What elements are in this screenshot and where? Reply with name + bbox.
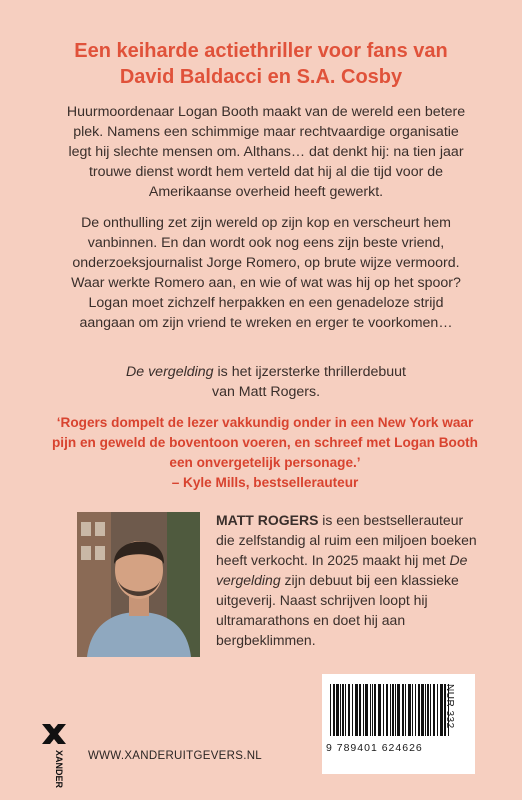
barcode-bar	[333, 684, 335, 736]
blurb-paragraph-3-text: is het ijzersterke thrillerdebuut	[213, 364, 406, 380]
barcode-bar	[390, 684, 391, 736]
barcode-bar	[415, 684, 416, 736]
publisher-logo-text: XANDER	[54, 750, 64, 788]
barcode-bar	[336, 684, 339, 736]
barcode-bar	[430, 684, 431, 736]
barcode-bar	[427, 684, 429, 736]
barcode-bar	[330, 684, 331, 736]
barcode-bar	[359, 684, 361, 736]
blurb-paragraph-1: Huurmoordenaar Logan Booth maakt van de wereld een betere plek. Namens een schimmige maar rechtvaardige organisatie legt hij slechte mensen om. Althans… dat denkt hij: na tien jaar trouwe dienst wordt hem verteld dat hij al die tijd voor de Amerikaanse overheid heeft gewerkt.	[66, 104, 466, 200]
barcode-bar	[370, 684, 371, 736]
barcode-bar	[383, 684, 384, 736]
bio-book-title: De vergelding	[216, 552, 468, 588]
barcode-bar	[402, 684, 404, 736]
barcode-bar	[365, 684, 368, 736]
barcode-bar	[418, 684, 420, 736]
author-bio	[216, 510, 482, 650]
author-bio-text-2: zijn debuut bij een klassieke uitgeverij. Naast schrijven loopt hij ultramarathons en doet hij aan bergbeklimmen.	[216, 572, 459, 648]
tagline	[20, 38, 502, 90]
barcode-bar	[348, 684, 350, 736]
barcode-bar	[433, 684, 435, 736]
book-title: De vergelding	[126, 364, 214, 380]
tagline-line-1: Een keiharde actiethriller voor fans van	[74, 40, 448, 62]
author-photo	[77, 512, 200, 657]
blurb-paragraph-3	[60, 362, 472, 402]
isbn-number: 9 789401 624626	[326, 742, 423, 754]
barcode-bar	[378, 684, 381, 736]
blurb-paragraph-2: De onthulling zet zijn wereld op zijn kop en verscheurt hem vanbinnen. En dan wordt ook nog eens zijn beste vriend, onderzoeksjournalist Jorge Romero, op brute wijze vermoord. Waar werkte Romero aan, en wie of wat was hij op het spoor? Logan moet zichzelf herpakken en een genadeloze strijd aangaan om zijn vriend te wreken en erger te voorkomen…	[71, 215, 461, 331]
author-name: MATT ROGERS	[216, 512, 319, 528]
barcode-bar	[340, 684, 341, 736]
tagline-line-2: David Baldacci en S.A. Cosby	[119, 66, 403, 88]
barcode-bar	[352, 684, 353, 736]
quote-attribution: – Kyle Mills, bestsellerauteur	[171, 475, 359, 490]
publisher-website: WWW.XANDERUITGEVERS.NL	[88, 750, 263, 762]
barcode-bar	[412, 684, 413, 736]
barcode-bar	[408, 684, 411, 736]
barcode-bar	[342, 684, 344, 736]
barcode-bar	[355, 684, 358, 736]
author-bio-text-1: is een bestsellerauteur die zelfstandig al ruim een miljoen boeken heeft verkocht. In 2025 maakt hij met	[216, 512, 477, 568]
barcode-bar	[437, 684, 438, 736]
barcode-bar	[374, 684, 376, 736]
barcode-bar	[363, 684, 364, 736]
blurb-paragraph-3-line-2: van Matt Rogers.	[211, 384, 321, 400]
barcode-bar	[397, 684, 400, 736]
barcode-bar	[392, 684, 394, 736]
publisher-logo	[40, 722, 68, 788]
barcode-bar	[421, 684, 424, 736]
barcode-bar	[345, 684, 346, 736]
quote-text: ‘Rogers dompelt de lezer vakkundig onder in een New York waar pijn en geweld de boventoon voeren, en schreef met Logan Booth een onvergetelijk personage.’	[52, 415, 478, 470]
nur-code: NUR 332	[444, 684, 455, 729]
barcode-bar	[372, 684, 373, 736]
barcode-bar	[395, 684, 396, 736]
barcode-bar	[405, 684, 406, 736]
barcode-bar	[386, 684, 388, 736]
review-quote	[52, 413, 478, 493]
barcode-bar	[425, 684, 426, 736]
barcode-bar	[440, 684, 443, 736]
